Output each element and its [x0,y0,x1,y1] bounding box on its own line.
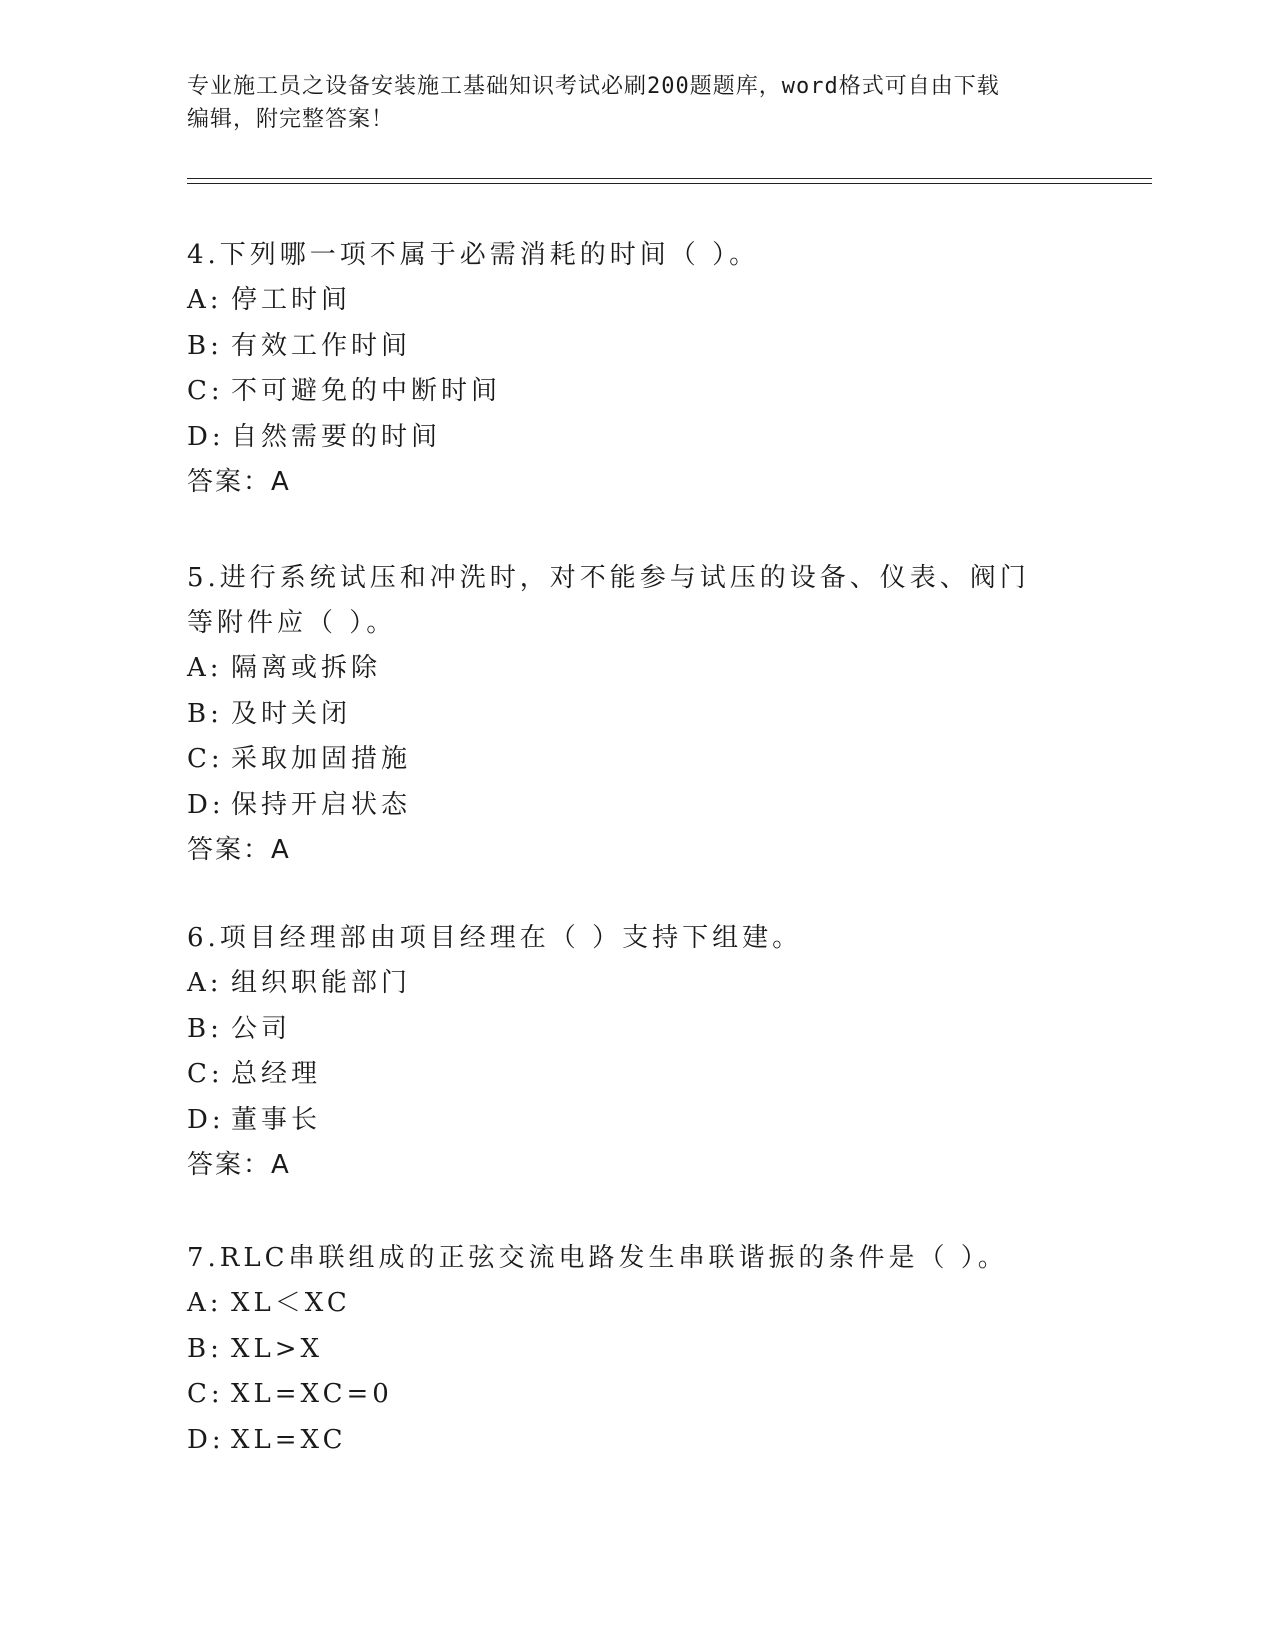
option-a [187,961,1087,1007]
option-key: B: [187,1333,223,1364]
header-divider-bottom [187,183,1152,184]
option-key: D: [187,789,225,820]
option-a [187,1281,1087,1327]
option-text: 公司 [231,1013,292,1044]
question-text: 4.下列哪一项不属于必需消耗的时间（ ）。 [187,240,760,270]
header-line-1: 专业施工员之设备安装施工基础知识考试必刷200题题库，word格式可自由下载 [187,74,1000,99]
question-block [187,916,1087,1187]
question-text: 5.进行系统试压和冲洗时，对不能参与试压的设备、仪表、阀门等附件应（ ）。 [187,563,1030,638]
question-block [187,556,1087,872]
option-key: C: [187,376,224,406]
option-a [187,278,1087,324]
option-b [187,1007,1087,1053]
option-key: B: [187,1013,223,1044]
option-key: A: [187,653,223,683]
option-text: 不可避免的中断时间 [231,376,502,406]
option-key: B: [187,330,223,361]
question-block [187,1236,1087,1463]
option-c [187,1052,1087,1098]
option-key: C: [187,744,224,774]
option-text: XL>X [231,1333,324,1364]
option-c [187,737,1087,783]
option-key: D: [187,421,225,452]
option-key: A: [187,1288,223,1318]
option-key: D: [187,1104,225,1135]
option-text: 组织职能部门 [231,968,412,998]
option-text: 有效工作时间 [231,330,412,361]
answer-line: 答案：A [187,1150,291,1180]
document-header [187,70,1087,136]
option-c [187,369,1087,415]
option-text: 保持开启状态 [231,789,412,820]
option-key: C: [187,1379,224,1409]
option-d [187,415,1087,461]
option-key: B: [187,698,223,729]
option-text: 董事长 [231,1104,322,1135]
option-key: A: [187,968,223,998]
option-b [187,1327,1087,1373]
option-d [187,783,1087,829]
option-a [187,646,1087,692]
option-b [187,692,1087,738]
option-d [187,1098,1087,1144]
option-text: XL=XC [231,1424,347,1455]
answer-line: 答案：A [187,467,291,497]
question-text: 6.项目经理部由项目经理在（ ）支持下组建。 [187,923,803,953]
option-key: D: [187,1424,225,1455]
option-key: A: [187,285,223,315]
option-d [187,1418,1087,1464]
option-b [187,324,1087,370]
question-block [187,233,1087,504]
option-key: C: [187,1059,224,1089]
option-text: 及时关闭 [231,698,352,729]
option-text: 自然需要的时间 [231,421,442,452]
option-text: 停工时间 [231,285,352,315]
answer-line: 答案：A [187,835,291,865]
option-text: XL=XC=0 [231,1379,393,1409]
option-text: XL＜XC [231,1288,351,1318]
header-line-2: 编辑，附完整答案！ [187,107,395,132]
option-text: 采取加固措施 [231,744,412,774]
option-text: 总经理 [231,1059,322,1089]
header-divider-top [187,178,1152,179]
option-text: 隔离或拆除 [231,653,382,683]
option-c [187,1372,1087,1418]
question-text: 7.RLC串联组成的正弦交流电路发生串联谐振的条件是（ ）。 [187,1243,1008,1273]
